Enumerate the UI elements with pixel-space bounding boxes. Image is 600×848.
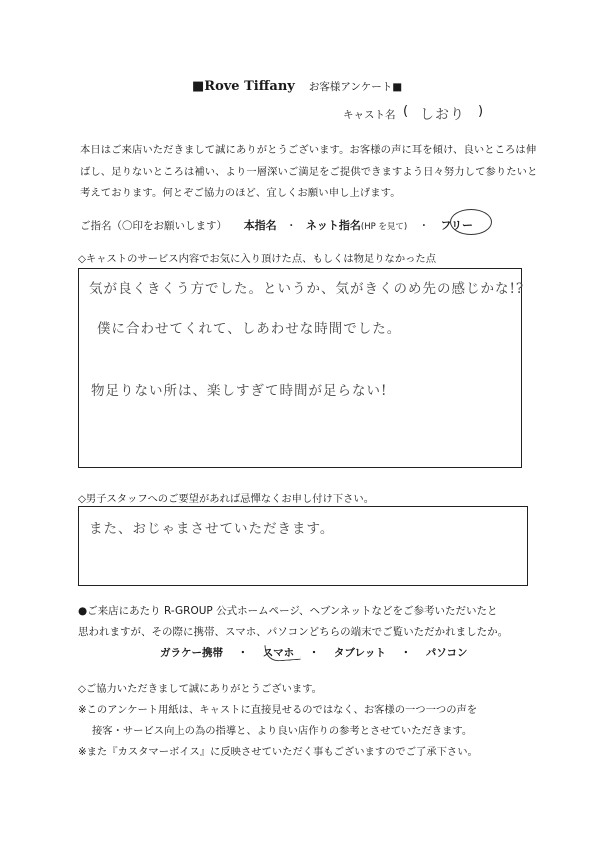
designation-free[interactable]: フリー xyxy=(440,219,473,232)
q2-label: ◇男子スタッフへのご要望があれば忌憚なくお申し付け下さい。 xyxy=(78,493,375,505)
designation-row xyxy=(80,217,473,233)
form-title xyxy=(192,79,402,94)
q1-answer-line1: 気が良くきくう方でした。というか、気がきくのめ先の感じかな!? xyxy=(89,281,525,297)
q3-line2: 思われますが、その際に携帯、スマホ、パソコンどちらの端末でご覧いただかれましたか。 xyxy=(78,626,509,638)
designation-label: ご指名（〇印をお願いします） xyxy=(80,220,227,232)
footer-note-3: ※また『カスタマーボイス』に反映させていただく事もございますのでご了承下さい。 xyxy=(78,746,478,758)
footer-note-1: ※このアンケート用紙は、キャストに直接見せるのではなく、お客様の一つ一つの声を xyxy=(78,704,478,716)
device-tablet[interactable]: タブレット xyxy=(333,647,386,659)
form-title-text: お客様アンケート■ xyxy=(308,81,403,93)
intro-paragraph: 本日はご来店いただきまして誠にありがとうございます。お客様の声に耳を傾け、良いところは伸ばし、足りないところは補い、より一層深いご満足をご提供できますよう日々努力して参りたいと考えております。何とぞご協力のほど、宜しくお願い申し上げます。 xyxy=(80,144,538,199)
cast-name-label: キャスト名 xyxy=(343,109,396,121)
brand-name: ■Rove Tiffany xyxy=(192,79,295,94)
device-sep-1: ・ xyxy=(237,647,249,659)
designation-net-note: (HP を見て) xyxy=(360,222,408,232)
cast-close-paren: ) xyxy=(478,104,484,119)
device-smartphone[interactable]: スマホ xyxy=(262,647,295,659)
cast-name-handwritten: しおり xyxy=(420,107,465,123)
footer-note-2: 接客・サービス向上の為の指導と、より良い店作りの参考とさせていただきます。 xyxy=(92,725,473,737)
designation-honshimei[interactable]: 本指名 xyxy=(243,219,277,232)
q1-answer-line2: 僕に合わせてくれて、しあわせな時間でした。 xyxy=(97,321,402,337)
q1-answer-line3: 物足りない所は、楽しすぎて時間が足らない! xyxy=(91,383,388,399)
q2-answer-box[interactable] xyxy=(78,506,528,586)
q2-answer: また、おじゃまさせていただきます。 xyxy=(89,521,335,537)
q3-line1: ●ご来店にあたり R-GROUP 公式ホームページ、ヘブンネットなどをご参考いただいたと xyxy=(78,605,498,617)
designation-sep-1: ・ xyxy=(286,220,297,232)
cast-open-paren: ( xyxy=(403,104,409,119)
device-options-row xyxy=(160,645,468,660)
device-pc[interactable]: パソコン xyxy=(425,647,468,659)
designation-net[interactable]: ネット指名 xyxy=(305,219,361,232)
designation-sep-2: ・ xyxy=(418,220,430,232)
device-sep-2: ・ xyxy=(308,647,320,659)
q1-label: ◇キャストのサービス内容でお気に入り頂けた点、もしくは物足りなかった点 xyxy=(78,253,437,265)
device-sep-3: ・ xyxy=(400,647,412,659)
device-garake[interactable]: ガラケー携帯 xyxy=(160,647,223,659)
q1-answer-box[interactable] xyxy=(78,268,525,468)
footer-thanks: ◇ご協力いただきまして誠にありがとうございます。 xyxy=(78,683,322,695)
free-selection-circle xyxy=(450,209,492,235)
